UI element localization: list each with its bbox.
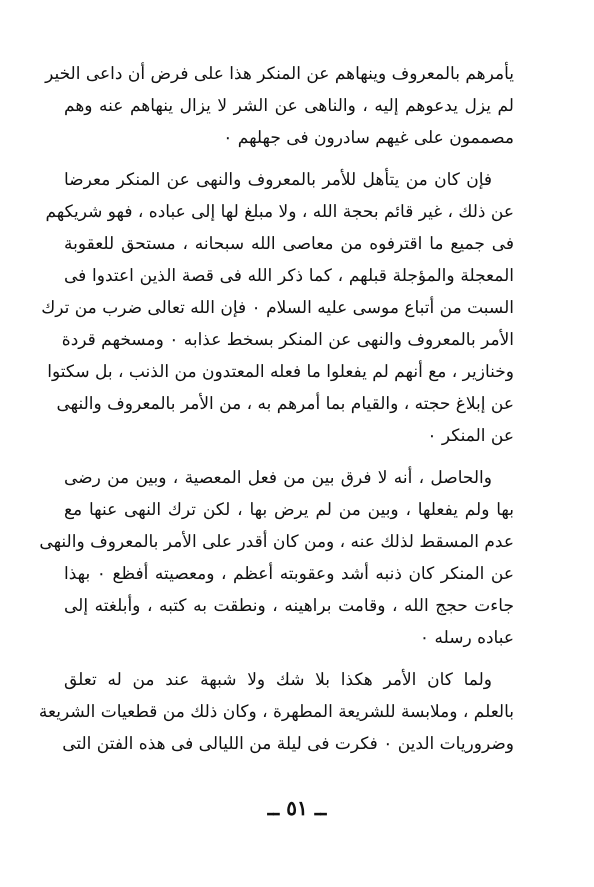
paragraph-3 bbox=[39, 462, 514, 654]
body-text bbox=[38, 58, 514, 760]
text-line: بالعلم ، وملابسة للشريعة المطهرة ، وكان ذلك من قطعيات الشريعة bbox=[38, 702, 514, 722]
text-line: لم يزل يدعوهم إليه ، والناهى عن الشر لا يزال ينهاهم عنه وهم bbox=[64, 96, 514, 116]
text-line: ولما كان الأمر هكذا بلا شك ولا شبهة عند من له تعلق bbox=[64, 670, 492, 690]
text-line: فإن كان من يتأهل للأمر بالمعروف والنهى عن المنكر معرضا bbox=[64, 170, 492, 190]
text-line: عن ذلك ، غير قائم بحجة الله ، ولا مبلغ لها إلى عباده ، فهو شريكهم bbox=[45, 202, 514, 222]
page-number: ــ ٥١ ــ bbox=[267, 796, 327, 820]
text-line: الأمر بالمعروف والنهى عن المنكر بسخط عذابه ٠ ومسخهم قردة bbox=[61, 330, 514, 350]
text-line: وخنازير ، مع أنهم لم يفعلوا ما فعله المعتدون من الذنب ، بل سكتوا bbox=[47, 362, 514, 382]
text-line: فى جميع ما اقترفوه من معاصى الله سبحانه ، مستحق للعقوبة bbox=[64, 234, 514, 254]
text-line: عن المنكر ٠ bbox=[427, 426, 514, 446]
paragraph-2 bbox=[41, 164, 514, 452]
text-line: عن إبلاغ حجته ، والقيام بما أمرهم به ، من الأمر بالمعروف والنهى bbox=[56, 394, 514, 414]
text-line: والحاصل ، أنه لا فرق بين من فعل المعصية ، وبين من رضى bbox=[64, 468, 492, 488]
paragraph-4 bbox=[38, 664, 514, 760]
text-line: مصممون على غيهم سادرون فى جهلهم ٠ bbox=[223, 128, 514, 148]
text-line: جاءت حجج الله ، وقامت براهينه ، ونطقت به كتبه ، وأبلغته إلى bbox=[64, 596, 514, 616]
text-line: المعجلة والمؤجلة قبلهم ، كما ذكر الله فى قصة الذين اعتدوا فى bbox=[64, 266, 514, 286]
text-line: السبت من أتباع موسى عليه السلام ٠ فإن الله تعالى ضرب من ترك bbox=[41, 298, 514, 318]
text-line: بها ولم يفعلها ، وبين من لم يرض بها ، لكن ترك النهى عنها مع bbox=[64, 500, 514, 520]
text-line: عدم المسقط لذلك عنه ، ومن كان أقدر على الأمر بالمعروف والنهى bbox=[39, 532, 514, 552]
paragraph-1 bbox=[45, 58, 514, 154]
text-line: يأمرهم بالمعروف وينهاهم عن المنكر هذا على فرض أن داعى الخير bbox=[45, 64, 514, 84]
text-line: عن المنكر كان ذنبه أشد وعقوبته أعظم ، ومعصيته أفظع ٠ بهذا bbox=[64, 564, 514, 584]
text-line: وضروريات الدين ٠ فكرت فى ليلة من الليالى فى هذه الفتن التى bbox=[62, 734, 514, 754]
text-line: عباده رسله ٠ bbox=[419, 628, 514, 648]
